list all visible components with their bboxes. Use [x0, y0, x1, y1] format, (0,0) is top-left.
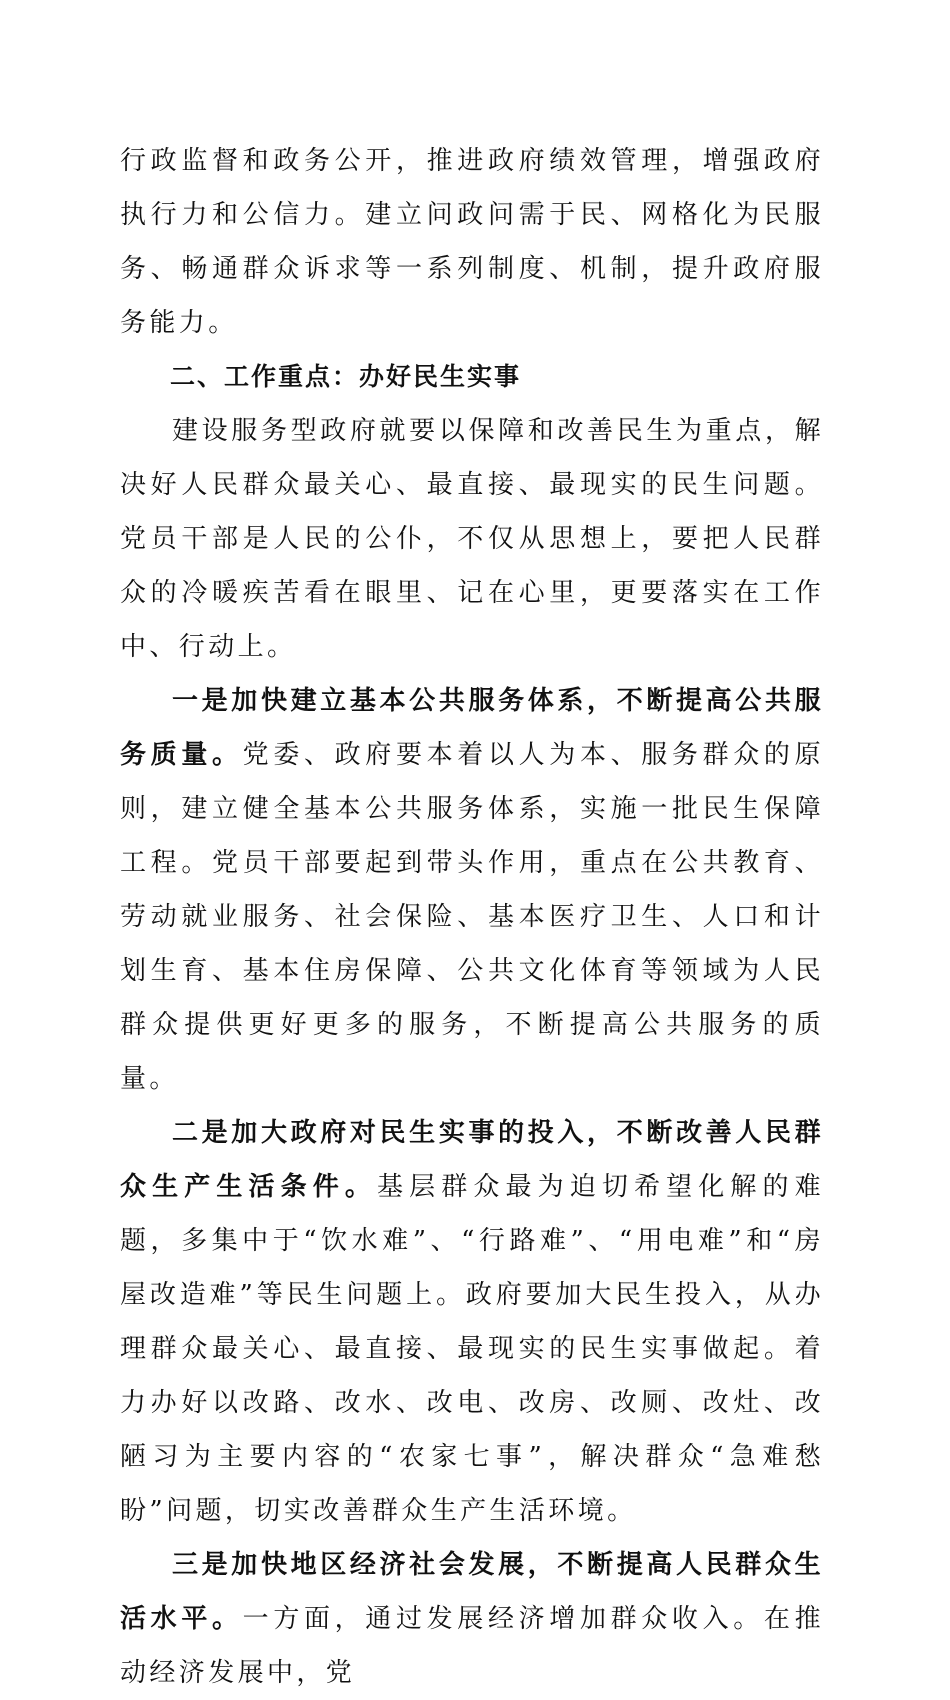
item-3-body: 一方面，通过发展经济增加群众收入。在推动经济发展中，党 — [120, 1604, 824, 1688]
item-2-body: 基层群众最为迫切希望化解的难题，多集中于“饮水难”、“行路难”、“用电难”和“房屋改造难”等民生问题上。政府要加大民生投入，从办理群众最关心、最直接、最现实的民生实事做起。着力办好以改路、改水、改电、改房、改厕、改灶、改陋习为主要内容的“农家七事”，解决群众“急难愁盼”问题，切实改善群众生产生活环境。 — [120, 1172, 825, 1526]
paragraph-item-2 — [120, 1106, 824, 1538]
item-1-body: 党委、政府要本着以人为本、服务群众的原则，建立健全基本公共服务体系，实施一批民生保障工程。党员干部要起到带头作用，重点在公共教育、劳动就业服务、社会保险、基本医疗卫生、人口和计划生育、基本住房保障、公共文化体育等领域为人民群众提供更好更多的服务，不断提高公共服务的质量。 — [120, 740, 824, 1094]
document-page — [120, 134, 824, 1700]
item-3-lead: 三是加快地区经济社会发展，不断提高人民群众生活水平。 — [120, 1550, 824, 1634]
paragraph-intro: 建设服务型政府就要以保障和改善民生为重点，解决好人民群众最关心、最直接、最现实的民生问题。党员干部是人民的公仆，不仅从思想上，要把人民群众的冷暖疾苦看在眼里、记在心里，更要落实在工作中、行动上。 — [120, 416, 824, 662]
paragraph-item-3 — [120, 1538, 824, 1700]
item-2-lead: 二是加大政府对民生实事的投入，不断改善人民群众生产生活条件。 — [120, 1118, 824, 1202]
section-heading: 二、工作重点：办好民生实事 — [170, 362, 522, 391]
paragraph-item-1 — [120, 674, 824, 1106]
paragraph-continuation: 行政监督和政务公开，推进政府绩效管理，增强政府执行力和公信力。建立问政问需于民、网格化为民服务、畅通群众诉求等一系列制度、机制，提升政府服务能力。 — [120, 146, 824, 338]
item-1-lead: 一是加快建立基本公共服务体系，不断提高公共服务质量。 — [120, 686, 824, 770]
